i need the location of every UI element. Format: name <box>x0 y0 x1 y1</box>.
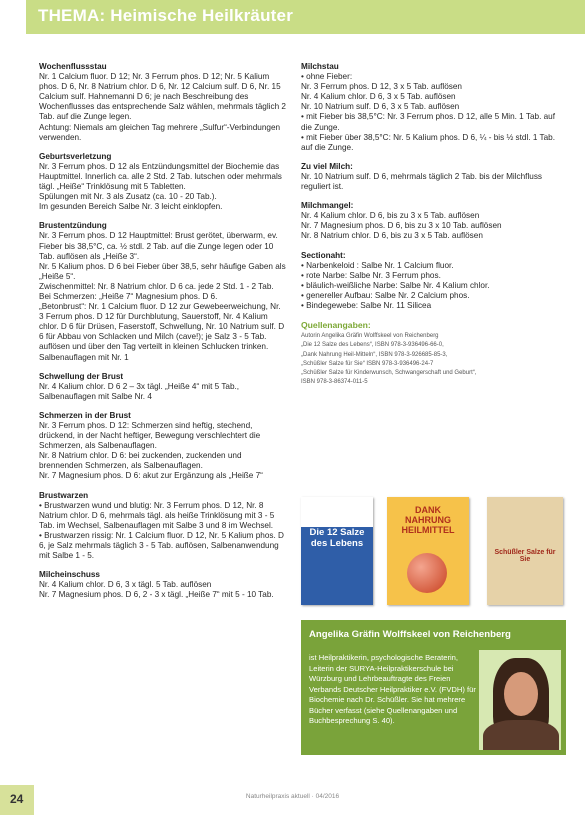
section <box>39 372 287 402</box>
section-title: Milchmangel: <box>301 201 354 211</box>
book-covers <box>301 497 563 607</box>
section-body: • Narbenkeloid : Salbe Nr. 1 Calcium fluor. • rote Narbe: Salbe Nr. 3 Ferrum phos. • bläulich-weißliche Narbe: Salbe Nr. 4 Kalium chlor. • genereller Aufbau: Salbe Nr. 2 Calcium phos. • Bindegewebe: Salbe Nr. 11 Silicea <box>301 260 490 310</box>
section-title: Wochenflussstau <box>39 62 107 71</box>
section-title: Brustentzündung <box>39 221 107 231</box>
section <box>301 162 563 192</box>
section-body: Nr. 3 Ferrum phos. D 12: Schmerzen sind heftig, stechend, drückend, in der Nacht heftiger, Bewegung verschlechtert die Schmerzen, als Salbenauflagen. Nr. 8 Natrium chlor. D 6: bei zuckenden, zuckenden und brennenden Schmerzen, als Salbenauflagen. Nr. 7 Magnesium phos. D 6: akut zur Ergänzung als „Heiße 7“ <box>39 421 263 481</box>
author-box <box>301 620 566 755</box>
section-body: • ohne Fieber: Nr. 3 Ferrum phos. D 12, 3 x 5 Tab. auflösen Nr. 4 Kalium chlor. D 6, 3 x 5 Tab. auflösen Nr. 10 Natrium sulf. D 6, 3 x 5 Tab. auflösen • mit Fieber bis 38,5°C: Nr. 3 Ferrum phos. D 12, alle 5 Min. 1 Tab. auf die Zunge. • mit Fieber über 38,5°C: Nr. 5 Kalium phos. D 6, ¼ - bis ½ stdl. 1 Tab. auf die Zunge. <box>301 72 555 152</box>
sources-list <box>301 332 563 387</box>
source-item: „Dank Nahrung Heil-Mitteln“, ISBN 978-3-926685-85-3, <box>301 351 448 358</box>
section-title: Geburtsverletzung <box>39 151 112 161</box>
section <box>39 62 287 143</box>
left-column <box>39 62 287 610</box>
section-body: Nr. 3 Ferrum phos. D 12 Hauptmittel: Brust gerötet, überwarm, ev. Fieber bis 38,5°C, ca. ½ stdl. 2 Tab. auf die Zunge legen oder 10 Tab. auflösen als „Heiße 3“. Nr. 5 Kalium phos. D 6 bei Fieber über 38,5, sehr häufige Gaben als „Heiße 5“. Zwischenmittel: Nr. 8 Natrium chlor. D 6 ca. jede 2 Std. 1 - 2 Tab. Bei Schmerzen: „Heiße 7“ Magnesium phos. D 6. „Betonbrust“: Nr. 1 Calcium fluor. D 12 zur Gewebeerweichung, Nr. 3 Ferrum phos. D 12 für Durchblutung, Sauerstoff, Nr. 4 Kalium chlor. D 6 für Drüsen, Faserstoff, Schwellung, Nr. 10 Natrium sulf. D 6 für Abbau von Schlacken und Milch (cave!); je Salz 3 - 5 Tab. auflösen und über den Tag verteilt in kleinen Schlucken trinken. Salbenauflagen mit Nr. 1 <box>39 231 286 362</box>
source-item: „Die 12 Salze des Lebens“, ISBN 978-3-936496-66-0, <box>301 342 444 349</box>
section-title: Sectionaht: <box>301 250 346 260</box>
section-body: Nr. 3 Ferrum phos. D 12 als Entzündungsmittel der Biochemie das Hauptmittel. Innerlich ca. alle 2 Std. 2 Tab. lutschen oder mehrmals tägl. „Heiße“ Trinklösung mit 5 Tabletten. Spülungen mit Nr. 3 als Zusatz (ca. 10 - 20 Tab.). Im gesunden Bereich Salbe Nr. 3 leicht einklopfen. <box>39 161 282 212</box>
section <box>301 62 563 153</box>
section <box>301 251 563 312</box>
section <box>301 201 563 241</box>
author-name: Angelika Gräfin Wolffskeel von Reichenberg <box>309 629 511 640</box>
book-cover-schuessler <box>487 497 563 605</box>
section-body: Nr. 4 Kalium chlor. D 6, 3 x tägl. 5 Tab. auflösen Nr. 7 Magnesium phos. D 6, 2 - 3 x tägl. „Heiße 7“ mit 5 - 10 Tab. <box>39 580 274 600</box>
section-body: Nr. 10 Natrium sulf. D 6, mehrmals täglich 2 Tab. bis der Milchfluss reguliert ist. <box>301 171 543 192</box>
section-title: Schmerzen in der Brust <box>39 410 131 420</box>
section-title: Schwellung der Brust <box>39 371 124 381</box>
footer-text: Naturheilpraxis aktuell · 04/2016 <box>245 793 340 800</box>
section <box>39 411 287 482</box>
sources-title: Quellenangaben: <box>301 320 371 331</box>
book-cover-title: DANK NAHRUNG HEILMITTEL <box>401 505 455 535</box>
book-cover-12-salze <box>301 497 373 605</box>
source-item: Autorin Angelika Gräfin Wolffskeel von Reichenberg <box>301 333 439 340</box>
section-title: Milcheinschuss <box>39 570 100 580</box>
section <box>39 221 287 362</box>
source-item: „Schüßler Salze für Sie“ ISBN 978-3-936496-24-7 <box>301 360 434 367</box>
section <box>39 491 287 562</box>
section-title: Brustwarzen <box>39 490 89 500</box>
author-photo <box>479 650 561 750</box>
right-column <box>301 62 563 396</box>
page-number-box <box>0 785 34 815</box>
section <box>39 570 287 600</box>
source-item: „Schüßler Salze für Kinderwunsch, Schwangerschaft und Geburt“, <box>301 369 477 376</box>
book-cover-nahrung <box>387 497 469 605</box>
sources-section <box>301 320 563 387</box>
photo-body <box>483 720 559 750</box>
section-body: Nr. 4 Kalium chlor. D 6, bis zu 3 x 5 Tab. auflösen Nr. 7 Magnesium phos. D 6, bis zu 3 x 10 Tab. auflösen Nr. 8 Natrium chlor. D 6, bis zu 3 x 5 Tab. auflösen <box>301 211 502 241</box>
page-title: THEMA: Heimische Heilkräuter <box>38 6 294 25</box>
book-cover-title: Die 12 Salze des Lebens <box>309 527 365 549</box>
photo-face <box>504 672 538 716</box>
page-number: 24 <box>10 792 24 806</box>
apple-image <box>407 553 447 593</box>
source-item: ISBN 978-3-86374-011-5 <box>301 379 368 386</box>
header-bar <box>26 0 585 34</box>
section-title: Milchstau <box>301 62 339 71</box>
section <box>39 152 287 213</box>
section-body: Nr. 1 Calcium fluor. D 12; Nr. 3 Ferrum phos. D 12; Nr. 5 Kalium phos. D 6, Nr. 8 Natrium chlor. D 6, Nr. 12 Calcium sulf. D 6, Nr. 15 Calcium sulf. Hahnemanni D 6; je nach Beschreibung des Wochenflusses das entsprechende Salz wählen, mehrmals täglich 2 Tab. auf die Zunge legen. Achtung: Niemals am gleichen Tag mehrere „Sulfur“-Verbindungen verwenden. <box>39 72 286 142</box>
section-body: Nr. 4 Kalium chlor. D 6 2 – 3x tägl. „Heiße 4“ mit 5 Tab., Salbenauflagen mit Salbe Nr. 4 <box>39 381 240 401</box>
book-cover-title: Schüßler Salze für Sie <box>494 549 556 563</box>
section-body: • Brustwarzen wund und blutig: Nr. 3 Ferrum phos. D 12, Nr. 8 Natrium chlor. D 6, mehrmals tägl. als heiße Trinklösung mit 3 - 5 Tab. im Wechsel, Salbenauflagen mit Salbe 3 und 8 im Wechsel. • Brustwarzen rissig: Nr. 1 Calcium fluor. D 12, Nr. 5 Kalium phos. D 6, je Salz mehrmals täglich 3 - 5 Tab. auflösen, Salbenanwendung mit Salbe 1 - 5. <box>39 500 284 561</box>
section-title: Zu viel Milch: <box>301 161 353 171</box>
author-bio: ist Heilpraktikerin, psychologische Beraterin, Leiterin der SURYA-Heilpraktikerschule bei Würzburg und Lehrbeauftragte des Freien Verbands Deutscher Heilpraktiker e.V. (FVDH) für Biochemie nach Dr. Schüßler. Sie hat mehrere Bücher verfasst (siehe Quellenangaben und Buchbesprechung S. 40). <box>309 653 476 725</box>
